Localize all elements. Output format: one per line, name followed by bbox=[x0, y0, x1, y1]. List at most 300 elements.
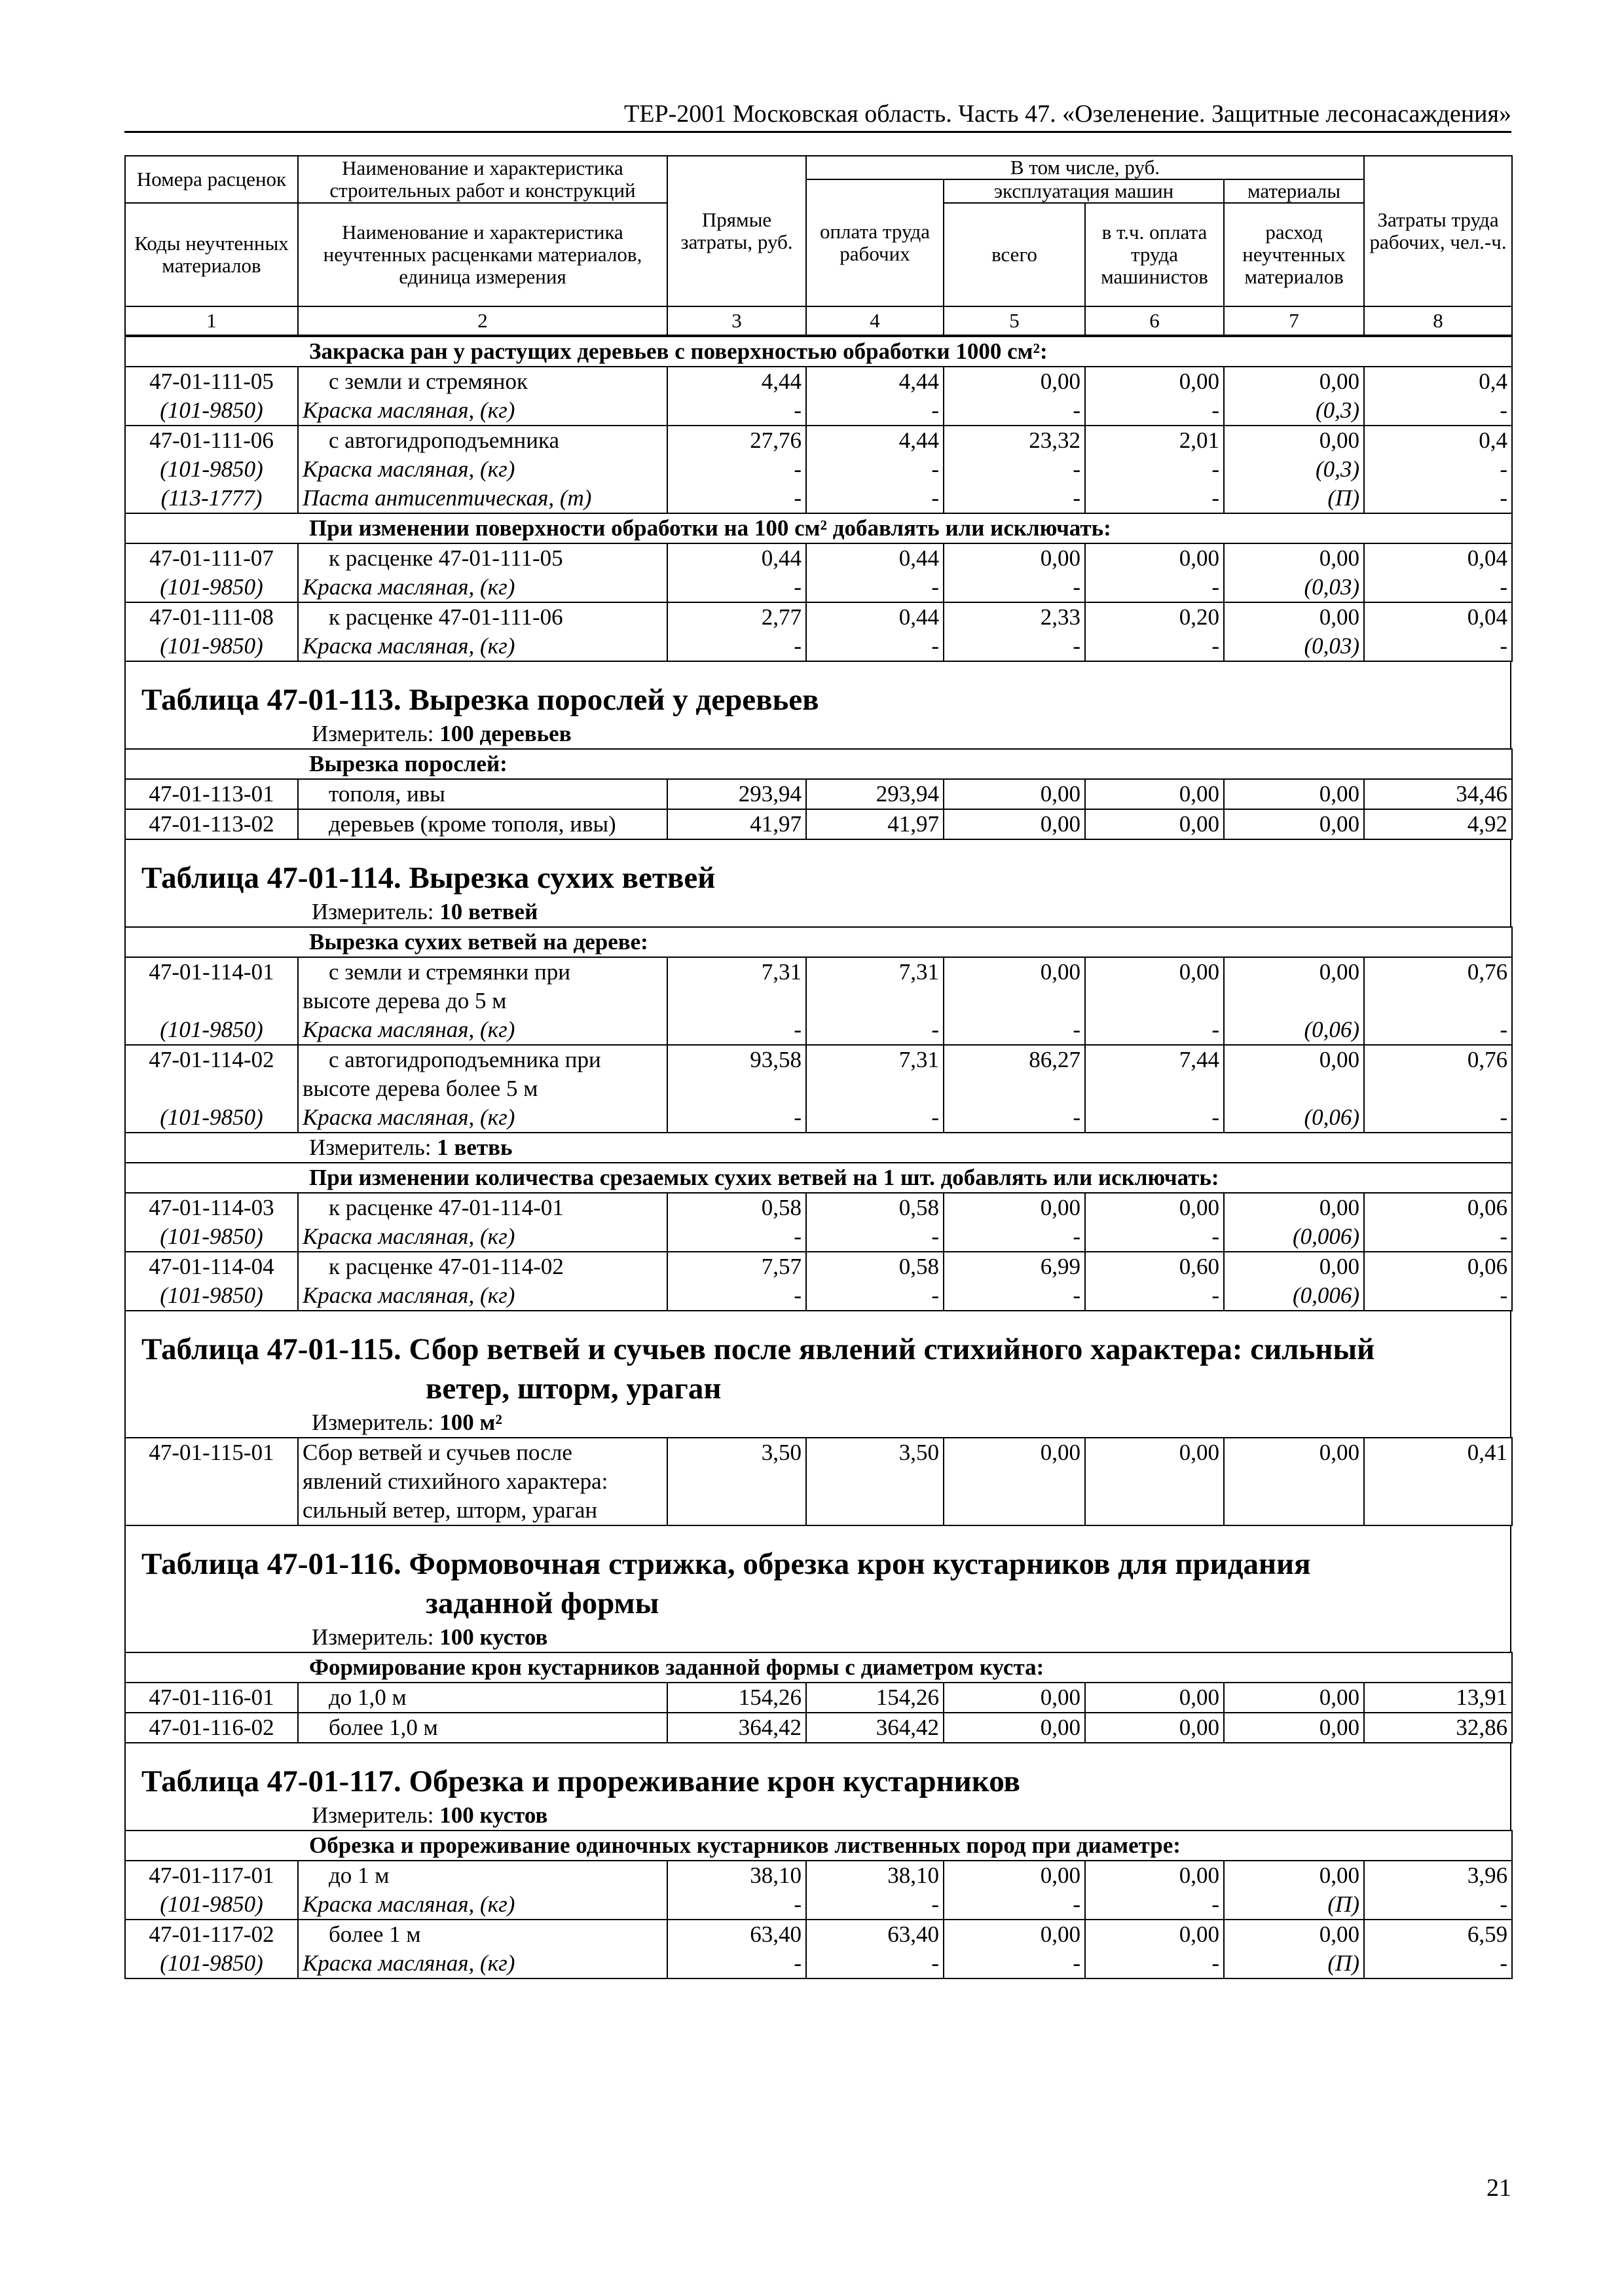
table-row bbox=[125, 543, 1512, 573]
table-title: Таблица 47-01-113. Вырезка порослей у деревьев bbox=[141, 683, 819, 717]
labor-pay: - bbox=[806, 1890, 944, 1920]
material-row bbox=[125, 396, 1512, 426]
labor-cost: 0,41 bbox=[1364, 1438, 1512, 1525]
rate-code: 47-01-115-01 bbox=[125, 1438, 298, 1525]
labor-cost: - bbox=[1364, 455, 1512, 484]
labor-pay: 63,40 bbox=[806, 1920, 944, 1949]
material-name: Краска масляная, (кг) bbox=[298, 632, 667, 661]
labor-pay: - bbox=[806, 573, 944, 602]
materials: 0,00 bbox=[1224, 543, 1364, 573]
machines-labor: 0,00 bbox=[1085, 543, 1224, 573]
rate-name: до 1,0 м bbox=[298, 1683, 667, 1713]
labor-pay: - bbox=[806, 484, 944, 513]
table-measure bbox=[126, 898, 1510, 926]
machines-labor: - bbox=[1085, 1015, 1224, 1045]
section-subheading: Формирование крон кустарников заданной формы с диаметром куста: bbox=[125, 1652, 1512, 1683]
table-47-01-116-title-block bbox=[124, 1544, 1511, 1652]
section-subheading: Вырезка порослей: bbox=[125, 749, 1512, 779]
material-name: Краска масляная, (кг) bbox=[298, 1949, 667, 1978]
materials: 0,00 bbox=[1224, 809, 1364, 839]
machines-header: эксплуатация машин bbox=[944, 179, 1224, 203]
material-code: (101-9850) bbox=[125, 1222, 298, 1252]
direct-costs: - bbox=[667, 1015, 806, 1045]
table-measure bbox=[126, 1408, 1510, 1437]
machines-total: - bbox=[944, 573, 1085, 602]
machines-total: - bbox=[944, 1949, 1085, 1978]
labor-cost: - bbox=[1364, 1890, 1512, 1920]
rate-code: 47-01-117-01 bbox=[125, 1861, 298, 1890]
rate-code: 47-01-111-07 bbox=[125, 543, 298, 573]
labor-pay: 7,31 bbox=[806, 957, 944, 1015]
rate-code: 47-01-111-06 bbox=[125, 426, 298, 455]
labor-cost: 32,86 bbox=[1364, 1713, 1512, 1743]
material-row bbox=[125, 1949, 1512, 1978]
col1-bottom-header: Коды неучтенных материалов bbox=[125, 203, 298, 306]
table-47-01-114 bbox=[124, 926, 1513, 1311]
table-measure bbox=[126, 1623, 1510, 1652]
rate-name bbox=[298, 1045, 667, 1103]
direct-costs: 7,31 bbox=[667, 957, 806, 1015]
labor-pay: 0,58 bbox=[806, 1193, 944, 1222]
machines-total: 2,33 bbox=[944, 602, 1085, 632]
measure-value: 1 ветвь bbox=[437, 1135, 513, 1160]
machines-total: 86,27 bbox=[944, 1045, 1085, 1103]
rate-code: 47-01-114-01 bbox=[125, 957, 298, 1015]
measure-label: Измеритель: bbox=[309, 1135, 432, 1160]
materials: 0,00 bbox=[1224, 426, 1364, 455]
page-number: 21 bbox=[1486, 2174, 1511, 2202]
material-name: Краска масляная, (кг) bbox=[298, 1281, 667, 1311]
table-row bbox=[125, 957, 1512, 1015]
table-measure bbox=[126, 1801, 1510, 1830]
machines-labor: - bbox=[1085, 1103, 1224, 1133]
machines-total: - bbox=[944, 632, 1085, 661]
machines-total: - bbox=[944, 484, 1085, 513]
direct-costs: 38,10 bbox=[667, 1861, 806, 1890]
machines-total: 0,00 bbox=[944, 1861, 1085, 1890]
spacer bbox=[124, 1743, 1511, 1762]
materials: 0,00 bbox=[1224, 1045, 1364, 1103]
labor-pay: - bbox=[806, 1949, 944, 1978]
labor-pay: 154,26 bbox=[806, 1683, 944, 1713]
materials: 0,00 bbox=[1224, 1713, 1364, 1743]
labor-pay: - bbox=[806, 1281, 944, 1311]
rate-name: более 1 м bbox=[298, 1920, 667, 1949]
spacer bbox=[124, 662, 1511, 680]
direct-costs: - bbox=[667, 1103, 806, 1133]
materials: (0,06) bbox=[1224, 1103, 1364, 1133]
table-47-01-115 bbox=[124, 1437, 1513, 1526]
col-number: 3 bbox=[667, 306, 806, 335]
labor-cost: 0,76 bbox=[1364, 957, 1512, 1015]
table-47-01-117 bbox=[124, 1830, 1513, 1979]
labor-cost: 0,06 bbox=[1364, 1252, 1512, 1281]
machines-total: - bbox=[944, 396, 1085, 426]
materials: (П) bbox=[1224, 484, 1364, 513]
labor-cost: - bbox=[1364, 632, 1512, 661]
table-title-line2: ветер, шторм, ураган bbox=[426, 1372, 722, 1406]
machines-total: 0,00 bbox=[944, 779, 1085, 809]
col-number: 4 bbox=[806, 306, 944, 335]
rate-code: 47-01-113-01 bbox=[125, 779, 298, 809]
direct-costs: 0,58 bbox=[667, 1193, 806, 1222]
labor-pay: 364,42 bbox=[806, 1713, 944, 1743]
table-47-01-114-title-block bbox=[124, 858, 1511, 926]
rate-code: 47-01-114-03 bbox=[125, 1193, 298, 1222]
material-row bbox=[125, 1103, 1512, 1133]
document-body bbox=[124, 155, 1511, 1979]
col2-top-header: Наименование и характеристика строительных работ и конструкций bbox=[298, 156, 667, 203]
direct-costs: 63,40 bbox=[667, 1920, 806, 1949]
direct-costs: 3,50 bbox=[667, 1438, 806, 1525]
rate-code: 47-01-117-02 bbox=[125, 1920, 298, 1949]
direct-costs: - bbox=[667, 1281, 806, 1311]
machines-labor: - bbox=[1085, 632, 1224, 661]
table-row bbox=[125, 1252, 1512, 1281]
labor-cost: - bbox=[1364, 1222, 1512, 1252]
machines-labor: - bbox=[1085, 1222, 1224, 1252]
direct-costs: 93,58 bbox=[667, 1045, 806, 1103]
materials: 0,00 bbox=[1224, 367, 1364, 396]
table-47-01-116 bbox=[124, 1652, 1513, 1743]
section-subheading: При изменении количества срезаемых сухих ветвей на 1 шт. добавлять или исключать: bbox=[125, 1163, 1512, 1193]
machines-total: - bbox=[944, 455, 1085, 484]
machines-total: 0,00 bbox=[944, 1713, 1085, 1743]
labor-cost: - bbox=[1364, 484, 1512, 513]
labor-cost: - bbox=[1364, 1281, 1512, 1311]
table-row bbox=[125, 1713, 1512, 1743]
materials: (0,03) bbox=[1224, 632, 1364, 661]
direct-costs: 364,42 bbox=[667, 1713, 806, 1743]
material-name: Краска масляная, (кг) bbox=[298, 1015, 667, 1045]
measure-value: 10 ветвей bbox=[439, 899, 538, 924]
rate-code: 47-01-111-05 bbox=[125, 367, 298, 396]
measure-value: 100 кустов bbox=[439, 1624, 548, 1650]
material-name: Краска масляная, (кг) bbox=[298, 455, 667, 484]
table-measure bbox=[125, 1133, 1512, 1163]
material-name: Краска масляная, (кг) bbox=[298, 1890, 667, 1920]
labor-pay: - bbox=[806, 632, 944, 661]
direct-costs: 0,44 bbox=[667, 543, 806, 573]
machines-total: 23,32 bbox=[944, 426, 1085, 455]
machines-labor: 0,00 bbox=[1085, 779, 1224, 809]
material-row bbox=[125, 632, 1512, 661]
labor-cost: 13,91 bbox=[1364, 1683, 1512, 1713]
materials: (0,03) bbox=[1224, 573, 1364, 602]
machines-total: - bbox=[944, 1281, 1085, 1311]
page-header: ТЕР-2001 Московская область. Часть 47. «Озеленение. Защитные лесонасаждения» bbox=[624, 100, 1511, 128]
machines-labor: - bbox=[1085, 1890, 1224, 1920]
machines-labor: 0,60 bbox=[1085, 1252, 1224, 1281]
labor-pay: - bbox=[806, 1222, 944, 1252]
direct-costs: - bbox=[667, 455, 806, 484]
machines-total: 0,00 bbox=[944, 1438, 1085, 1525]
labor-pay: 3,50 bbox=[806, 1438, 944, 1525]
labor-pay: 0,44 bbox=[806, 602, 944, 632]
section-subheading: Закраска ран у растущих деревьев с поверхностью обработки 1000 см²: bbox=[125, 337, 1512, 367]
labor-pay: 0,44 bbox=[806, 543, 944, 573]
table-47-01-113 bbox=[124, 748, 1513, 840]
machines-total: 0,00 bbox=[944, 1193, 1085, 1222]
materials: (0,006) bbox=[1224, 1222, 1364, 1252]
table-47-01-115-title-block bbox=[124, 1330, 1511, 1437]
table-row bbox=[125, 1861, 1512, 1890]
rate-name bbox=[298, 957, 667, 1015]
table-title-line2: заданной формы bbox=[426, 1586, 659, 1620]
machines-total-header: всего bbox=[944, 203, 1085, 306]
direct-costs: - bbox=[667, 484, 806, 513]
labor-cost: 0,06 bbox=[1364, 1193, 1512, 1222]
material-name: Паста антисептическая, (т) bbox=[298, 484, 667, 513]
measure-label: Измеритель: bbox=[312, 1624, 434, 1650]
section-subheading: Вырезка сухих ветвей на дереве: bbox=[125, 927, 1512, 957]
materials: 0,00 bbox=[1224, 1861, 1364, 1890]
labor-cost: - bbox=[1364, 1015, 1512, 1045]
direct-costs: - bbox=[667, 632, 806, 661]
table-row bbox=[125, 1683, 1512, 1713]
col1-top-header: Номера расценок bbox=[125, 156, 298, 203]
col-number: 7 bbox=[1224, 306, 1364, 335]
materials: (0,06) bbox=[1224, 1015, 1364, 1045]
col-number: 8 bbox=[1364, 306, 1512, 335]
labor-cost: - bbox=[1364, 1103, 1512, 1133]
materials: 0,00 bbox=[1224, 957, 1364, 1015]
machines-total: 0,00 bbox=[944, 1683, 1085, 1713]
rate-name-line: с автогидроподъемника при bbox=[329, 1047, 601, 1072]
table-47-01-113-title-block bbox=[124, 680, 1511, 748]
table-row bbox=[125, 1438, 1512, 1525]
table-title bbox=[126, 1544, 1510, 1623]
rate-code: 47-01-111-08 bbox=[125, 602, 298, 632]
machines-total: 0,00 bbox=[944, 543, 1085, 573]
machines-labor: 0,00 bbox=[1085, 367, 1224, 396]
materials: 0,00 bbox=[1224, 1438, 1364, 1525]
material-name: Краска масляная, (кг) bbox=[298, 1103, 667, 1133]
labor-pay: 41,97 bbox=[806, 809, 944, 839]
direct-costs-header: Прямые затраты, руб. bbox=[667, 156, 806, 306]
rate-code: 47-01-116-02 bbox=[125, 1713, 298, 1743]
measure-label: Измеритель: bbox=[312, 1410, 434, 1435]
labor-cost: 6,59 bbox=[1364, 1920, 1512, 1949]
direct-costs: 27,76 bbox=[667, 426, 806, 455]
rate-name-line: с земли и стремянки при bbox=[329, 959, 570, 985]
materials: 0,00 bbox=[1224, 1193, 1364, 1222]
direct-costs: 7,57 bbox=[667, 1252, 806, 1281]
rate-name: тополя, ивы bbox=[298, 779, 667, 809]
material-name: Краска масляная, (кг) bbox=[298, 396, 667, 426]
labor-cost: - bbox=[1364, 573, 1512, 602]
rate-name: деревьев (кроме тополя, ивы) bbox=[298, 809, 667, 839]
labor-cost: 3,96 bbox=[1364, 1861, 1512, 1890]
labor-cost: 4,92 bbox=[1364, 809, 1512, 839]
rate-name: к расценке 47-01-114-02 bbox=[298, 1252, 667, 1281]
labor-pay: 4,44 bbox=[806, 367, 944, 396]
rate-name-line: сильный ветер, шторм, ураган bbox=[303, 1497, 598, 1523]
materials-header: материалы bbox=[1224, 179, 1364, 203]
rate-name: с автогидроподъемника bbox=[298, 426, 667, 455]
machines-labor: - bbox=[1085, 484, 1224, 513]
material-code: (101-9850) bbox=[125, 573, 298, 602]
machines-labor: - bbox=[1085, 1281, 1224, 1311]
measure-label: Измеритель: bbox=[312, 721, 434, 746]
machines-labor: 0,00 bbox=[1085, 1683, 1224, 1713]
material-code: (101-9850) bbox=[125, 1281, 298, 1311]
machines-labor: 0,00 bbox=[1085, 1193, 1224, 1222]
rate-name bbox=[298, 1438, 667, 1525]
column-header-table bbox=[124, 155, 1513, 336]
rate-code: 47-01-114-02 bbox=[125, 1045, 298, 1103]
labor-pay: - bbox=[806, 396, 944, 426]
col-number: 6 bbox=[1085, 306, 1224, 335]
machines-labor: 2,01 bbox=[1085, 426, 1224, 455]
labor-cost: 0,4 bbox=[1364, 367, 1512, 396]
direct-costs: - bbox=[667, 573, 806, 602]
col-number: 1 bbox=[125, 306, 298, 335]
table-row bbox=[125, 367, 1512, 396]
direct-costs: - bbox=[667, 1222, 806, 1252]
labor-cost: 0,4 bbox=[1364, 426, 1512, 455]
machines-labor-header: в т.ч. оплата труда машинистов bbox=[1085, 203, 1224, 306]
measure-value: 100 деревьев bbox=[439, 721, 572, 746]
rate-name: с земли и стремянок bbox=[298, 367, 667, 396]
machines-labor: - bbox=[1085, 1949, 1224, 1978]
labor-pay: - bbox=[806, 1015, 944, 1045]
material-row bbox=[125, 1281, 1512, 1311]
labor-cost: 0,04 bbox=[1364, 602, 1512, 632]
machines-labor: 0,00 bbox=[1085, 957, 1224, 1015]
material-code: (101-9850) bbox=[125, 1015, 298, 1045]
material-code: (101-9850) bbox=[125, 1890, 298, 1920]
rate-name-line: высоте дерева до 5 м bbox=[303, 988, 507, 1013]
machines-labor: 0,00 bbox=[1085, 1920, 1224, 1949]
table-measure bbox=[126, 720, 1510, 748]
rate-name-line: Сбор ветвей и сучьев после bbox=[303, 1440, 572, 1465]
rate-name: более 1,0 м bbox=[298, 1713, 667, 1743]
rate-name: до 1 м bbox=[298, 1861, 667, 1890]
labor-pay: 4,44 bbox=[806, 426, 944, 455]
labor-pay: 7,31 bbox=[806, 1045, 944, 1103]
machines-labor: 0,00 bbox=[1085, 1438, 1224, 1525]
labor-pay: 0,58 bbox=[806, 1252, 944, 1281]
machines-labor: 0,00 bbox=[1085, 1861, 1224, 1890]
machines-labor: - bbox=[1085, 455, 1224, 484]
direct-costs: 293,94 bbox=[667, 779, 806, 809]
machines-labor: - bbox=[1085, 396, 1224, 426]
labor-pay: - bbox=[806, 455, 944, 484]
labor-cost: 0,76 bbox=[1364, 1045, 1512, 1103]
table-title bbox=[126, 1330, 1510, 1408]
labor-cost-header: Затраты труда рабочих, чел.-ч. bbox=[1364, 156, 1512, 306]
spacer bbox=[124, 1311, 1511, 1330]
materials: (0,3) bbox=[1224, 396, 1364, 426]
material-code: (113-1777) bbox=[125, 484, 298, 513]
material-row bbox=[125, 1015, 1512, 1045]
material-name: Краска масляная, (кг) bbox=[298, 573, 667, 602]
machines-labor: 0,00 bbox=[1085, 1713, 1224, 1743]
in-total-header: В том числе, руб. bbox=[806, 156, 1364, 179]
rate-name: к расценке 47-01-111-06 bbox=[298, 602, 667, 632]
table-title: Таблица 47-01-114. Вырезка сухих ветвей bbox=[141, 861, 716, 895]
measure-label: Измеритель: bbox=[312, 1802, 434, 1828]
direct-costs: - bbox=[667, 1949, 806, 1978]
labor-pay: 38,10 bbox=[806, 1861, 944, 1890]
direct-costs: 4,44 bbox=[667, 367, 806, 396]
machines-total: 0,00 bbox=[944, 1920, 1085, 1949]
direct-costs: 41,97 bbox=[667, 809, 806, 839]
labor-pay: - bbox=[806, 1103, 944, 1133]
direct-costs: - bbox=[667, 1890, 806, 1920]
direct-costs: 154,26 bbox=[667, 1683, 806, 1713]
machines-total: 6,99 bbox=[944, 1252, 1085, 1281]
labor-cost: 0,04 bbox=[1364, 543, 1512, 573]
machines-total: - bbox=[944, 1103, 1085, 1133]
materials: (П) bbox=[1224, 1890, 1364, 1920]
machines-labor: 0,00 bbox=[1085, 809, 1224, 839]
material-code: (101-9850) bbox=[125, 455, 298, 484]
machines-total: - bbox=[944, 1015, 1085, 1045]
table-row bbox=[125, 602, 1512, 632]
col-number: 2 bbox=[298, 306, 667, 335]
rate-name-line: явлений стихийного характера: bbox=[303, 1468, 608, 1494]
spacer bbox=[124, 1526, 1511, 1544]
machines-total: - bbox=[944, 1890, 1085, 1920]
direct-costs: 2,77 bbox=[667, 602, 806, 632]
materials: 0,00 bbox=[1224, 1920, 1364, 1949]
material-row bbox=[125, 573, 1512, 602]
machines-labor: 0,20 bbox=[1085, 602, 1224, 632]
rate-code: 47-01-113-02 bbox=[125, 809, 298, 839]
material-name: Краска масляная, (кг) bbox=[298, 1222, 667, 1252]
col2-bottom-header: Наименование и характеристика неучтенных расценками материалов, единица измерения bbox=[298, 203, 667, 306]
table-47-01-117-title-block bbox=[124, 1762, 1511, 1830]
table-row bbox=[125, 1045, 1512, 1103]
material-code: (101-9850) bbox=[125, 1949, 298, 1978]
table-row bbox=[125, 779, 1512, 809]
table-title-line1: Таблица 47-01-115. Сбор ветвей и сучьев после явлений стихийного характера: сильный bbox=[141, 1332, 1375, 1366]
material-code: (101-9850) bbox=[125, 396, 298, 426]
direct-costs: - bbox=[667, 396, 806, 426]
materials: 0,00 bbox=[1224, 602, 1364, 632]
header-rule bbox=[124, 131, 1511, 133]
rate-name: к расценке 47-01-111-05 bbox=[298, 543, 667, 573]
machines-total: 0,00 bbox=[944, 809, 1085, 839]
materials: (0,3) bbox=[1224, 455, 1364, 484]
material-row bbox=[125, 484, 1512, 513]
rate-name: к расценке 47-01-114-01 bbox=[298, 1193, 667, 1222]
material-row bbox=[125, 1890, 1512, 1920]
labor-cost: - bbox=[1364, 396, 1512, 426]
table-row bbox=[125, 1920, 1512, 1949]
col-number: 5 bbox=[944, 306, 1085, 335]
materials: 0,00 bbox=[1224, 779, 1364, 809]
section-subheading: Обрезка и прореживание одиночных кустарников лиственных пород при диаметре: bbox=[125, 1831, 1512, 1861]
material-code: (101-9850) bbox=[125, 1103, 298, 1133]
material-row bbox=[125, 1222, 1512, 1252]
table-row bbox=[125, 426, 1512, 455]
rate-name-line: высоте дерева более 5 м bbox=[303, 1076, 538, 1101]
table-row bbox=[125, 1193, 1512, 1222]
table-title-line1: Таблица 47-01-116. Формовочная стрижка, обрезка крон кустарников для придания bbox=[141, 1547, 1311, 1581]
table-title: Таблица 47-01-117. Обрезка и прореживание крон кустарников bbox=[141, 1764, 1020, 1798]
measure-value: 100 м² bbox=[439, 1410, 502, 1435]
labor-pay-header: оплата труда рабочих bbox=[806, 179, 944, 306]
materials: (0,006) bbox=[1224, 1281, 1364, 1311]
spacer bbox=[124, 840, 1511, 858]
rate-code: 47-01-114-04 bbox=[125, 1252, 298, 1281]
materials: (П) bbox=[1224, 1949, 1364, 1978]
labor-pay: 293,94 bbox=[806, 779, 944, 809]
materials-unaccounted-header: расход неучтенных материалов bbox=[1224, 203, 1364, 306]
